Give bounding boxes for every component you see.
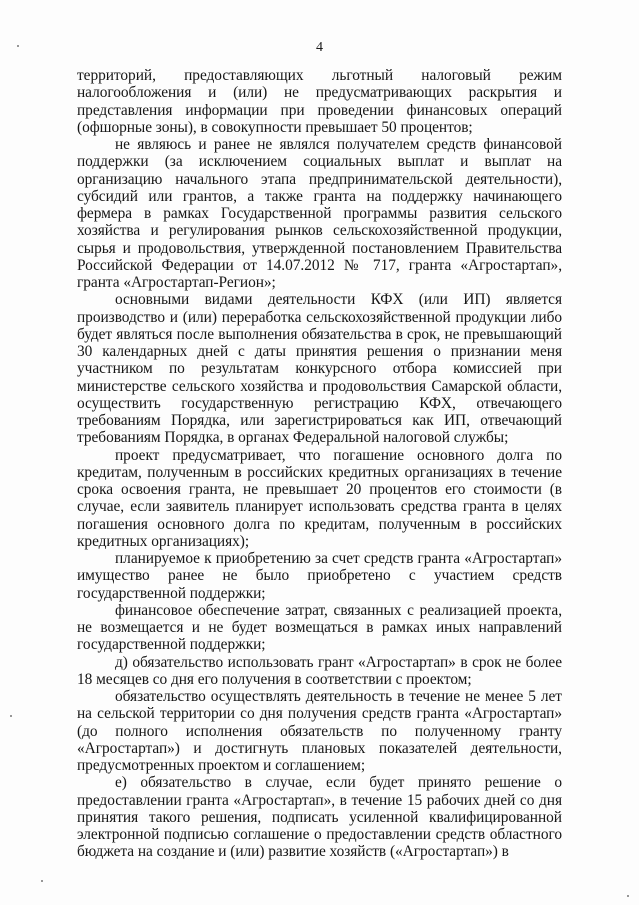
page-number: 4 bbox=[316, 40, 323, 55]
scan-speck bbox=[41, 880, 43, 882]
paragraph-no-prior-support: не являюсь и ранее не являлся получателем средств финансовой поддержки (за исключением социальных выплат и выплат на организацию начального этапа предпринимательской деятельности), субсидий или грантов, а также гранта на поддержку начинающего фермера в рамках Государственной программы развития сельского хозяйства и регулирования рынков сельскохозяйственной продукции, сырья и продовольствия, утвержденной постановлением Правительства Российской Федерации от 14.07.2012 № 717, гранта «Агростартап», гранта «Агростартап-Регион»; bbox=[77, 136, 562, 291]
paragraph-item-e: е) обязательство в случае, если будет принято решение о предоставлении гранта «Агростартап», в течение 15 рабочих дней со дня принятия такого решения, подписать усиленной квалифицированной электронной подписью соглашение о предоставлении средств областного бюджета на создание и (или) развитие хозяйств («Агростартап») в bbox=[77, 774, 562, 861]
paragraph-item-d: д) обязательство использовать грант «Агростартап» в срок не более 18 месяцев со дня его получения в соответствии с проектом; bbox=[77, 653, 562, 688]
paragraph-offshore-continuation: территорий, предоставляющих льготный налоговый режим налогообложения и (или) не предусматривающих раскрытия и представления информации при проведении финансовых операций (офшорные зоны), в совокупности превышает 50 процентов; bbox=[77, 67, 562, 136]
paragraph-property-not-acquired: планируемое к приобретению за счет средств гранта «Агростартап» имущество ранее не было приобретено с участием средств государственной поддержки; bbox=[77, 550, 562, 602]
paragraph-costs-not-reimbursed: финансовое обеспечение затрат, связанных с реализацией проекта, не возмещается и не будет возмещаться в рамках иных направлений государственной поддержки; bbox=[77, 601, 562, 654]
scan-speck bbox=[17, 45, 19, 47]
paragraph-loan-repayment: проект предусматривает, что погашение основного долга по кредитам, полученным в российских кредитных организациях в течение срока освоения гранта, не превышает 20 процентов его стоимости (в случае, если заявитель планирует использовать средства гранта в целях погашения основного долга по кредитам, полученным в российских кредитных организациях); bbox=[77, 446, 562, 550]
document-body bbox=[77, 67, 562, 861]
paragraph-five-year-obligation: обязательство осуществлять деятельность в течение не менее 5 лет на сельской территории со дня получения средств гранта «Агростартап» (до полного исполнения обязательств по полученному гранту «Агростартап») и достигнуть плановых показателей деятельности, предусмотренных проектом и соглашением; bbox=[77, 688, 562, 774]
paragraph-main-activity: основными видами деятельности КФХ (или ИП) является производство и (или) переработка сельскохозяйственной продукции либо будет являться после выполнения обязательства в срок, не превышающий 30 календарных дней с даты принятия решения о признании меня участником по результатам конкурсного отбора комиссией при министерстве сельского хозяйства и продовольствия Самарской области, осуществить государственную регистрацию КФХ, отвечающего требованиям Порядка, или зарегистрироваться как ИП, отвечающий требованиям Порядка, в органах Федеральной налоговой службы; bbox=[77, 291, 562, 447]
scan-speck bbox=[10, 715, 12, 717]
scan-speck bbox=[627, 895, 629, 897]
